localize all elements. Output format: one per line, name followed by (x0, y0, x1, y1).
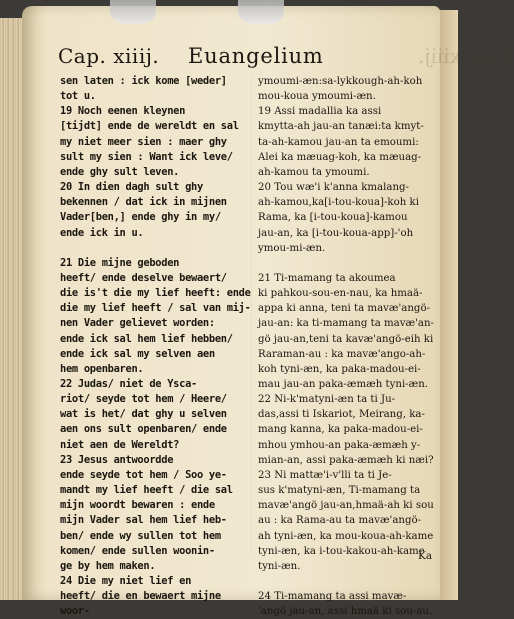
text-line: mavæ'angö jau-an,hmaä-ah ki sou (258, 500, 434, 512)
text-line: wat is het/ dat ghy u selven (60, 408, 227, 421)
text-line: ben/ ende wy sullen tot hem (60, 529, 221, 542)
text-line: koh tyni-æn, ka paka-madou-ei- (258, 363, 421, 375)
text-line: ende ick sal hem lief hebben/ (60, 332, 233, 345)
text-line: ende ghy sult leven. (60, 165, 180, 178)
chapter-label: Cap. xiiij. (58, 44, 160, 68)
text-line: heeft/ die en bewaert mijne (60, 590, 221, 603)
text-line: ge by hem maken. (60, 559, 156, 572)
text-line: 24 Die my niet lief en (60, 575, 192, 587)
text-line: ende seyde tot hem / Soo ye- (60, 468, 227, 481)
dutch-column (60, 74, 250, 619)
text-line: ah-kamou ta ymoumi. (258, 166, 370, 178)
text-line: my niet meer sien : maer ghy (60, 135, 227, 148)
text-line: ymoumi-æn:sa-lykkough-ah-koh (258, 76, 423, 87)
text-line: jau-an: ka ti-mamang ta mavæ'an- (258, 318, 434, 330)
text-line: Vader[ben,] ende ghy in my/ (60, 211, 221, 224)
text-line: ende ick sal my selven aen (60, 347, 215, 360)
text-line: ymou-mi-æn. (258, 242, 326, 254)
text-line: 23 Jesus antwoordde (60, 453, 174, 466)
text-line: die my lief heeft / sal van mij- (60, 302, 251, 315)
text-line: ah-kamou,ka[i-tou-koua]-koh ki (258, 197, 419, 209)
text-line (258, 256, 436, 271)
text-line: Rama, ka [i-tou-koua]-kamou (258, 212, 408, 224)
text-line: 24 Ti-mamang ta assi mavæ- (258, 591, 407, 602)
text-line: mian-an, assi paka-æmæh ki næi? (258, 454, 434, 466)
text-line: 20 In dien dagh sult ghy (60, 181, 203, 194)
text-line: hem openbaren. (60, 362, 144, 375)
show-through-text: Cap. xiiij. (418, 44, 514, 68)
text-line: 20 Tou wæ'i k'anna kmalang- (258, 182, 409, 194)
text-line: 22 Ni-k'matyni-æn ta ti Ju- (258, 394, 396, 406)
text-line: ah tyni-æn, ka mou-koua-ah-kame (258, 530, 434, 542)
page-title: Euangelium (188, 44, 324, 68)
text-line: kmytta-ah jau-an tanæi:ta kmyt- (258, 121, 424, 133)
text-line: 19 Noch eenen kleynen (60, 105, 186, 118)
text-line: aen ons sult openbaren/ ende (60, 423, 227, 436)
text-line: heeft/ ende deselve bewaert/ (60, 271, 227, 284)
text-line: sen laten : ick kome [weder] (60, 75, 227, 87)
text-line: bekennen / dat ick in mijnen (60, 196, 227, 209)
text-line: tyni-æn, ka i-tou-kakou-ah-kame (258, 545, 425, 557)
text-line: au : ka Rama-au ta mavæ'angö- (258, 515, 422, 527)
text-line: 21 Ti-mamang ta akoumea (258, 272, 396, 284)
text-line: mandt my lief heeft / die sal (60, 484, 233, 497)
text-line: sult my sien : Want ick leve/ (60, 150, 233, 163)
text-line: niet aen de Wereldt? (60, 438, 180, 451)
text-line: nen Vader gelievet worden: (60, 317, 215, 330)
text-line: ende ick in u. (60, 226, 144, 239)
page-clip-right (238, 0, 284, 24)
text-line: Alei ka mæuag-koh, ka mæuag- (258, 151, 422, 163)
catchword: Ka (418, 550, 433, 562)
text-line: appa ki anna, teni ta mavæ'angö- (258, 303, 431, 315)
page-clip-left (110, 0, 156, 24)
text-line: [tijdt] ende de wereldt en sal (60, 120, 239, 133)
text-line: komen/ ende sullen woonin- (60, 544, 215, 557)
text-line: riot/ seyde tot hem / Heere/ (60, 393, 227, 406)
text-line: 'angö jau-an, assi hmaä ki sou-au. (258, 606, 433, 618)
text-line: mau jau-an paka-æmæh tyni-æn. (258, 378, 429, 390)
text-line: woor- (60, 605, 90, 618)
text-line: tyni-æn. (258, 560, 301, 572)
text-line: ki pahkou-sou-en-nau, ka hmaä- (258, 288, 423, 300)
text-line: 19 Assi madallia ka assi (258, 106, 382, 118)
text-line: tot u. (60, 90, 96, 103)
text-line: sus k'matyni-æn, Ti-mamang ta (258, 485, 421, 497)
text-line: mhou ymhou-an paka-æmæh y- (258, 439, 421, 451)
facing-page-edge (438, 10, 458, 600)
text-line: ta-ah-kamou jau-an ta emoumi: (258, 136, 419, 148)
text-line: 22 Judas/ niet de Ysca- (60, 377, 197, 390)
text-line: mou-koua ymoumi-æn. (258, 91, 376, 103)
text-line (60, 241, 250, 256)
text-line: mijn Vader sal hem lief heb- (60, 514, 227, 527)
formosan-column (258, 74, 436, 619)
text-line: die is't die my lief heeft: ende (60, 287, 251, 300)
text-line: 21 Die mijne geboden (60, 256, 180, 269)
text-line: jau-an, ka [i-tou-koua-app]-'oh (258, 227, 414, 239)
text-line: 23 Ni mattæ'i-v'lli ta ti Je- (258, 469, 392, 481)
text-line: mijn woordt bewaren : ende (60, 499, 215, 512)
column-divider (251, 74, 252, 554)
text-line: Raraman-au : ka mavæ'ango-ah- (258, 348, 426, 360)
text-line: mang kanna, ka paka-madou-ei- (258, 424, 423, 436)
running-header (58, 44, 418, 72)
text-line: das,assi ti Iskariot, Meirang, ka- (258, 409, 425, 421)
text-line: gö jau-an,teni ta kavæ'angö-eih ki (258, 333, 434, 345)
text-line (258, 574, 436, 589)
